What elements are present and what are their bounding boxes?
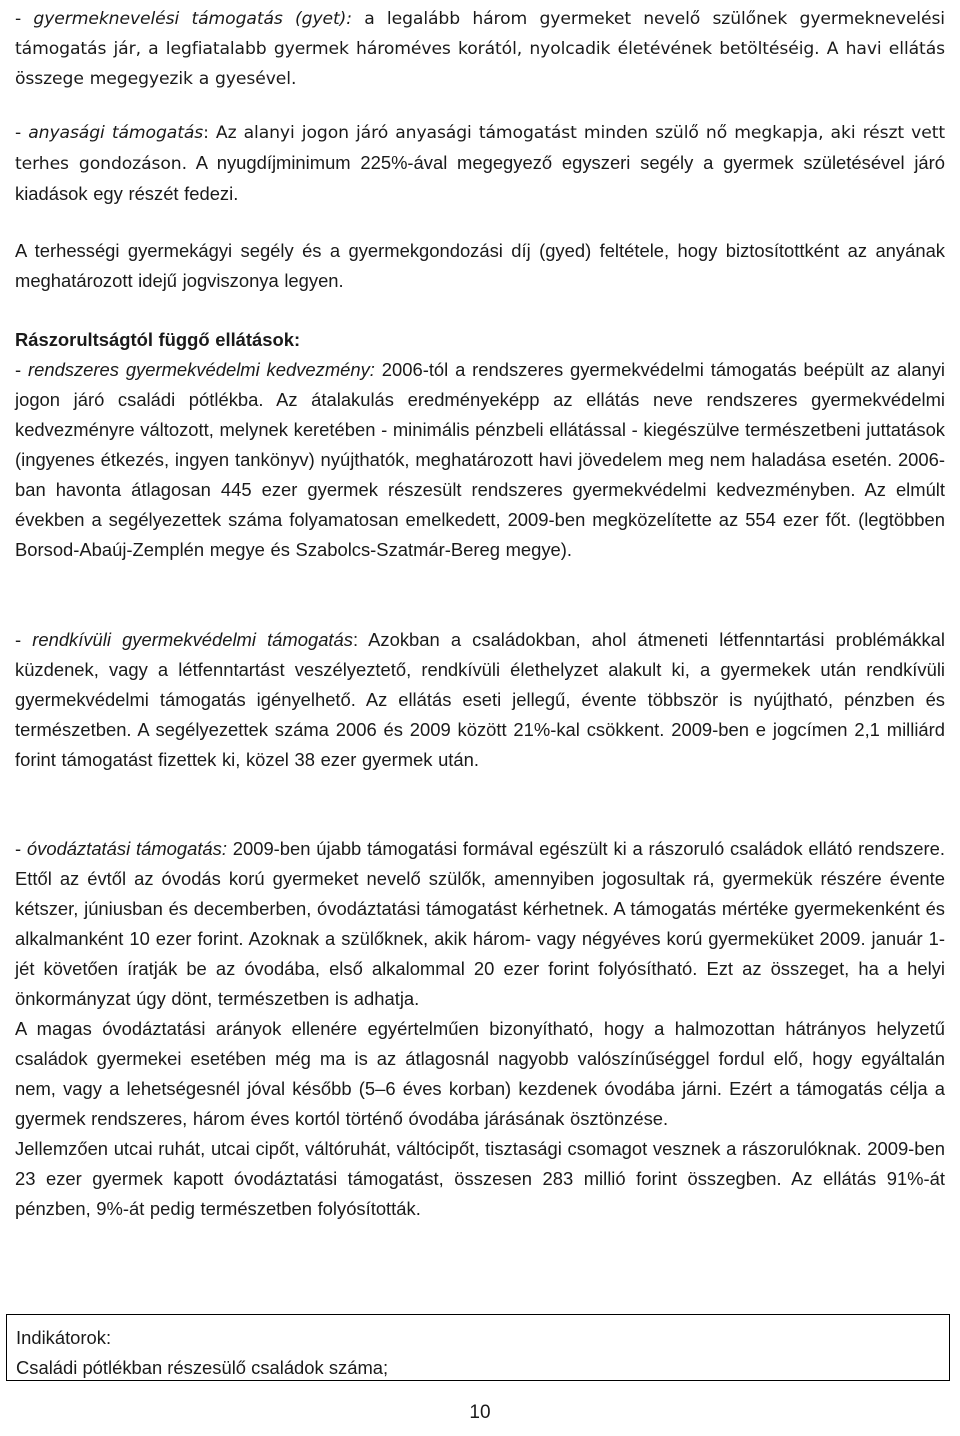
term-rendkivuli: rendkívüli gyermekvédelmi támogatás [32,629,353,650]
paragraph-anyasagi: - anyasági támogatás: Az alanyi jogon járó anyasági támogatást minden szülő nő megkapja, aki részt vett terhes gondozáson. A nyugdíjminimum 225%-ával megegyező egyszeri segély a gyermek születésével járó kiadások egy részét fedezi. [15,123,946,204]
indicators-title: Indikátorok: [16,1327,112,1348]
term-gyet: gyermeknevelési támogatás (gyet): [33,9,352,29]
text-ovodaztatasi-3: Jellemzően utcai ruhát, utcai cipőt, váltóruhát, váltócipőt, tisztasági csomagot vesznek a rászorulóknak. 2009-ben 23 ezer gyermek kapott óvodáztatási támogatást, összesen 283 millió forint összegben. Az ellátás 91%-át pénzben, 9%-át pedig természetben folyósították. [15,1138,945,1219]
paragraph-rendkivuli: - rendkívüli gyermekvédelmi támogatás: Azokban a családokban, ahol átmeneti létfenntartási problémákkal küzdenek, vagy a létfenntartást veszélyeztető, rendkívüli élethelyzet alakult ki, a gyermekek után rendkívüli gyermekvédelmi támogatás igényelhető. Az ellátás eseti jellegű, évente többször is nyújtható, pénzben és természetben. A segélyezettek száma 2006 és 2009 között 21%-kal csökkent. 2009-ben e jogcímen 2,1 milliárd forint támogatást fizettek ki, közel 38 ezer gyermek után. [15,629,945,770]
section-rendszeres: Rászorultságtól függő ellátások: - rendszeres gyermekvédelmi kedvezmény: 2006-tól a rendszeres gyermekvédelmi támogatás beépült az alanyi jogon járó családi pótlékba. Az átalakulás eredményeképp az ellátás neve rendszeres gyermekvédelmi kedvezményre változott, melynek keretében - minimális pénzbeli ellátással - kiegészülve természetbeni juttatások (ingyenes étkezés, ingyen tankönyv) nyújthatók, meghatározott havi jövedelem meg nem haladása esetén. 2006-ban havonta átlagosan 445 ezer gyermek részesült rendszeres gyermekvédelmi kedvezményben. Az elmúlt években a segélyezettek száma folyamatosan emelkedett, 2009-ben megközelítette az 554 ezer főt. (legtöbben Borsod-Abaúj-Zemplén megye és Szabolcs-Szatmár-Bereg megye). [15,329,945,560]
section-ovodaztatasi: - óvodáztatási támogatás: 2009-ben újabb támogatási formával egészült ki a rászoruló családok ellátó rendszere. Ettől az évtől az óvodás korú gyermeket nevelő szülők, amennyiben jogosultak rá, gyermekük részére évente kétszer, júniusban és decemberben, óvodáztatási támogatást kérhetnek. A támogatás mértéke gyermekenként és alkalmanként 10 ezer forint. Azoknak a szülőknek, akik három- vagy négyéves korú gyermeküket 2009. január 1-jét követően íratják be az óvodába, első alkalommal 20 ezer forint folyósítható. Ezt az összeget, ha a helyi önkormányzat úgy dönt, természetben is adhatja. A magas óvodáztatási arányok ellenére egyértelműen bizonyítható, hogy a halmozottan hátrányos helyzetű családok gyermekei esetében még ma is az átlagosnál nagyobb valószínűséggel fordul elő, hogy egyáltalán nem, vagy a lehetségesnél jóval később (5–6 éves korban) kezdenek óvodába járni. Ezért a támogatás célja a gyermek rendszeres, három éves kortól történő óvodába járásának ösztönzése. Jellemzően utcai ruhát, utcai cipőt, váltóruhát, váltócipőt, tisztasági csomagot vesznek a rászorulóknak. 2009-ben 23 ezer gyermek kapott óvodáztatási támogatást, összesen 283 millió forint összegben. Az ellátás 91%-át pénzben, 9%-át pedig természetben folyósították. [15,838,946,1219]
page-number: 10 [469,1402,491,1423]
text-rendkivuli: : Azokban a családokban, ahol átmeneti létfenntartási problémákkal küzdenek, vagy a létfenntartást veszélyeztető, rendkívüli élethelyzet alakult ki, a gyermekek után rendkívüli gyermekvédelmi támogatás igényelhető. Az ellátás eseti jellegű, évente többször is nyújtható, pénzben és természetben. A segélyezettek száma 2006 és 2009 között 21%-kal csökkent. 2009-ben e jogcímen 2,1 milliárd forint támogatást fizettek ki, közel 38 ezer gyermek után. [15,629,945,770]
text-anyasagi-2: A nyugdíjminimum 225%-ával megegyező egyszeri segély a gyermek születésével járó kiadások egy részét fedezi. [15,152,945,204]
text-ovodaztatasi-2: A magas óvodáztatási arányok ellenére egyértelműen bizonyítható, hogy a halmozottan hátrányos helyzetű családok gyermekei esetében még ma is az átlagosnál nagyobb valószínűséggel fordul elő, hogy egyáltalán nem, vagy a lehetségesnél jóval később (5–6 éves korban) kezdenek óvodába járni. Ezért a támogatás célja a gyermek rendszeres, három éves kortól történő óvodába járásának ösztönzése. [15,1018,945,1129]
heading-raszorultsag: Rászorultságtól függő ellátások: [15,329,301,350]
text-anyasagi-1: : Az alanyi jogon járó anyasági támogatást minden szülő nő megkapja, aki részt vett terhes gondozáson. [15,123,946,174]
text-rendszeres: 2006-tól a rendszeres gyermekvédelmi támogatás beépült az alanyi jogon járó családi pótlékba. Az átalakulás eredményeképp az ellátás neve rendszeres gyermekvédelmi kedvezményre változott, melynek keretében - minimális pénzbeli ellátással - kiegészülve természetbeni juttatások (ingyenes étkezés, ingyen tankönyv) nyújthatók, meghatározott havi jövedelem meg nem haladása esetén. 2006-ban havonta átlagosan 445 ezer gyermek részesült rendszeres gyermekvédelmi kedvezményben. Az elmúlt években a segélyezettek száma folyamatosan emelkedett, 2009-ben megközelítette az 554 ezer főt. (legtöbben Borsod-Abaúj-Zemplén megye és Szabolcs-Szatmár-Bereg megye). [15,359,945,560]
paragraph-gyet: - gyermeknevelési támogatás (gyet): a legalább három gyermeket nevelő szülőnek gyermeknevelési támogatás jár, a legfiatalabb gyermek hároméves korától, nyolcadik életévének betöltéséig. A havi ellátás összege megegyezik a gyesével. [15,9,945,89]
term-anyasagi: anyasági támogatás [28,123,204,143]
text-gyet: a legalább három gyermeket nevelő szülőnek gyermeknevelési támogatás jár, a legfiatalabb gyermek hároméves korától, nyolcadik életévének betöltéséig. A havi ellátás összege megegyezik a gyesével. [15,9,945,89]
term-ovodaztatasi: óvodáztatási támogatás: [26,838,227,859]
term-rendszeres: rendszeres gyermekvédelmi kedvezmény: [27,359,375,380]
paragraph-terhessegi: A terhességi gyermekágyi segély és a gyermekgondozási díj (gyed) feltétele, hogy biztosítottként az anyának meghatározott idejű jogviszonya legyen. [15,240,945,291]
text-ovodaztatasi-1: 2009-ben újabb támogatási formával egészült ki a rászoruló családok ellátó rendszere. Ettől az évtől az óvodás korú gyermeket nevelő szülők, amennyiben jogosultak rá, gyermekük részére évente kétszer, júniusban és decemberben, óvodáztatási támogatást kérhetnek. A támogatás mértéke gyermekenként és alkalmanként 10 ezer forint. Azoknak a szülőknek, akik három- vagy négyéves korú gyermeküket 2009. január 1-jét követően íratják be az óvodába, első alkalommal 20 ezer forint folyósítható. Ezt az összeget, ha a helyi önkormányzat úgy dönt, természetben is adhatja. [15,838,946,1009]
indicators-item: Családi pótlékban részesülő családok száma; [16,1357,389,1378]
indicators-box [6,1314,950,1381]
